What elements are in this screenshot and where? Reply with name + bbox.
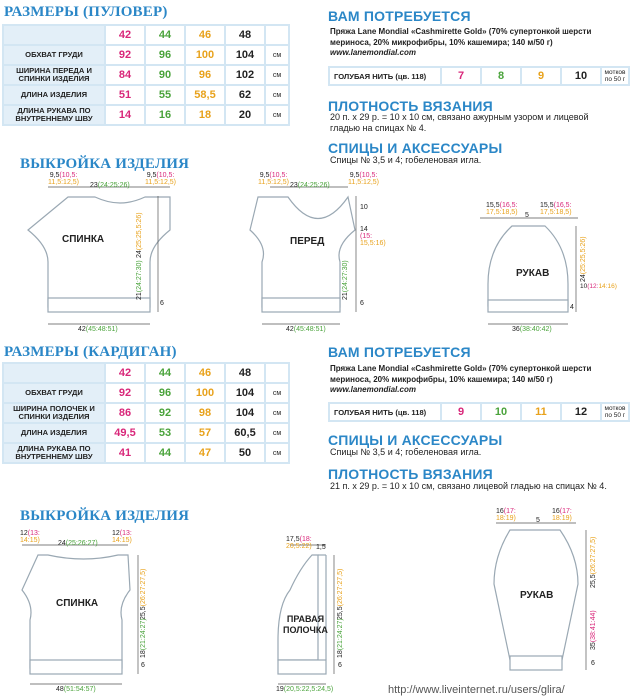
pullover-front-label: ПЕРЕД xyxy=(290,236,325,247)
pullover-front-neck: 23(24:25:26) xyxy=(290,182,330,189)
pullover-sleeve-arm: 10(12:14:16) xyxy=(580,283,617,290)
cardigan-back-rib: 6 xyxy=(141,662,145,669)
pullover-pattern-title: ВЫКРОЙКА ИЗДЕЛИЯ xyxy=(20,156,190,172)
cardigan-front-top: 17,5(18: 20,5:22) xyxy=(286,536,312,550)
pullover-back-schematic xyxy=(28,187,170,324)
pullover-front-width: 42(45:48:51) xyxy=(286,326,326,333)
cardigan-sleeve-cap: 25,5(26:27:27,5) xyxy=(590,536,597,588)
pullover-back-shoulder: 9,5(10,5: 11,5:12,5) xyxy=(48,172,80,186)
size-48: 48 xyxy=(226,26,264,44)
pullover-front-armhole: 14 (15: 15,5:16) xyxy=(360,226,386,247)
cardigan-back-armhole: 25,5(26:27:27,5) xyxy=(140,568,147,620)
cardigan-back-label: СПИНКА xyxy=(56,598,99,609)
cardigan-sleeve-top-mid: 5 xyxy=(536,517,540,524)
pullover-back-rib: 6 xyxy=(160,300,164,307)
cardigan-front-rib: 6 xyxy=(338,662,342,669)
pullover-sleeve-label: РУКАВ xyxy=(516,268,550,279)
pullover-yarn-text: Пряжа Lane Mondial «Cashmirette Gold» (70% супертонкой шерсти мериноса, 20% микрофибры, 10% кашемира; 140 м/50 г) www.lanemondial.com xyxy=(330,27,592,57)
pullover-sizes-title: РАЗМЕРЫ (ПУЛОВЕР) xyxy=(4,4,168,20)
pullover-front-neck-depth: 10 xyxy=(360,204,368,211)
cardigan-back-shoulder: 12(13: 14:15) xyxy=(20,530,40,544)
pullover-front-rib: 6 xyxy=(360,300,364,307)
pullover-back-armhole: 24(25:25,5:26) xyxy=(136,212,143,258)
pullover-back-shoulder-right: 9,5(10,5: 11,5:12,5) xyxy=(145,172,177,186)
cardigan-sleeve-arm: 35(38:41:44) xyxy=(590,610,597,650)
cardigan-density-text: 21 п. х 29 р. = 10 х 10 см, связано лицевой гладью на спицах № 4. xyxy=(330,481,607,491)
cardigan-yarn-text: Пряжа Lane Mondial «Cashmirette Gold» (70% супертонкой шерсти мериноса, 20% микрофибры, 10% кашемира; 140 м/50 г) www.lanemondial.com xyxy=(330,364,592,394)
cardigan-sizes-title: РАЗМЕРЫ (КАРДИГАН) xyxy=(4,344,177,360)
cardigan-density-title: ПЛОТНОСТЬ ВЯЗАНИЯ xyxy=(328,466,493,482)
cardigan-front-armhole: 25,5(26:27:27,5) xyxy=(337,568,344,620)
table-row: ДЛИНА ИЗДЕЛИЯ 51 55 58,5 62 см xyxy=(4,86,288,104)
pullover-front-side: 21(24:27:30) xyxy=(342,260,349,300)
pullover-sleeve-top-left: 15,5(16,5: 17,5:18,5) xyxy=(486,202,518,216)
size-42: 42 xyxy=(106,26,144,44)
pullover-back-width: 42(45:48:51) xyxy=(78,326,118,333)
cardigan-yarn-url: www.lanemondial.com xyxy=(330,385,416,394)
cardigan-back-schematic xyxy=(22,545,138,684)
pullover-sleeve-cap: 24(25:25,5:26) xyxy=(580,236,587,282)
table-row: ОБХВАТ ГРУДИ 92 96 100 104 см xyxy=(4,384,288,402)
cardigan-front-band: 1,5 xyxy=(316,544,326,551)
size-46: 46 xyxy=(186,26,224,44)
pullover-back-label: СПИНКА xyxy=(62,234,105,245)
cardigan-front-width: 19(20,5:22,5:24,5) xyxy=(276,686,334,693)
cardigan-front-side: 18(21:24:27) xyxy=(337,618,344,658)
pullover-back-neck: 23(24:25:26) xyxy=(90,182,130,189)
pullover-need-title: ВАМ ПОТРЕБУЕТСЯ xyxy=(328,8,471,24)
cardigan-sizes-table xyxy=(2,362,290,464)
pullover-sleeve-top-right: 15,5(16,5: 17,5:18,5) xyxy=(540,202,572,216)
cardigan-sleeve-top-left: 16(17: 18:19) xyxy=(496,508,516,522)
size-44: 44 xyxy=(146,26,184,44)
cardigan-sleeve-rib: 6 xyxy=(591,660,595,667)
table-row: ШИРИНА ПЕРЕДА И СПИНКИ ИЗДЕЛИЯ 84 90 96 102 см xyxy=(4,66,288,84)
pullover-sleeve-rib: 4 xyxy=(570,304,574,311)
sizes-row: 42 44 46 48 xyxy=(4,364,288,382)
cardigan-back-width: 48(51:54:57) xyxy=(56,686,96,693)
cardigan-back-shoulder-right: 12(13: 14:15) xyxy=(112,530,132,544)
cardigan-needles-text: Спицы № 3,5 и 4; гобеленовая игла. xyxy=(330,447,482,457)
cardigan-needles-title: СПИЦЫ И АКСЕССУАРЫ xyxy=(328,432,503,448)
table-row: ОБХВАТ ГРУДИ 92 96 100 104 см xyxy=(4,46,288,64)
cardigan-sleeve-label: РУКАВ xyxy=(520,590,554,601)
watermark: http://www.liveinternet.ru/users/glira/ xyxy=(388,684,565,696)
table-row: ДЛИНА ИЗДЕЛИЯ 49,5 53 57 60,5 см xyxy=(4,424,288,442)
cardigan-sleeve-top-right: 16(17: 18:19) xyxy=(552,508,572,522)
table-row: ДЛИНА РУКАВА ПО ВНУТРЕННЕМУ ШВУ 41 44 47 50 см xyxy=(4,444,288,462)
table-row: ГОЛУБАЯ НИТЬ (цв. 118) 9 10 11 12 мотков по 50 г xyxy=(330,404,628,420)
pullover-yarn-url: www.lanemondial.com xyxy=(330,48,416,57)
pullover-front-shoulder-right: 9,5(10,5: 11,5:12,5) xyxy=(348,172,380,186)
pullover-sleeve-top-mid: 5 xyxy=(525,212,529,219)
cardigan-color-table xyxy=(328,402,630,422)
pullover-density-text: 20 п. х 29 р. = 10 х 10 см, связано ажурным узором и лицевой гладью на спицах № 4. xyxy=(330,112,589,133)
pullover-front-schematic xyxy=(250,187,356,324)
cardigan-pattern-title: ВЫКРОЙКА ИЗДЕЛИЯ xyxy=(20,508,190,524)
table-row: ДЛИНА РУКАВА ПО ВНУТРЕННЕМУ ШВУ 14 16 18 20 см xyxy=(4,106,288,124)
pullover-back-side: 21(24:27:30) xyxy=(136,260,143,300)
cardigan-front-label: ПРАВАЯ ПОЛОЧКА xyxy=(283,614,328,635)
pullover-needles-title: СПИЦЫ И АКСЕССУАРЫ xyxy=(328,140,503,156)
pullover-density-title: ПЛОТНОСТЬ ВЯЗАНИЯ xyxy=(328,98,493,114)
cardigan-need-title: ВАМ ПОТРЕБУЕТСЯ xyxy=(328,344,471,360)
cardigan-back-neck: 24(25:26:27) xyxy=(58,540,98,547)
pullover-needles-text: Спицы № 3,5 и 4; гобеленовая игла. xyxy=(330,155,482,165)
pullover-front-shoulder: 9,5(10,5: 11,5:12,5) xyxy=(258,172,290,186)
pullover-sleeve-width: 36(38:40:42) xyxy=(512,326,552,333)
table-row: ГОЛУБАЯ НИТЬ (цв. 118) 7 8 9 10 мотков по 50 г xyxy=(330,68,628,84)
table-row: ШИРИНА ПОЛОЧЕК И СПИНКИ ИЗДЕЛИЯ 86 92 98 104 см xyxy=(4,404,288,422)
cardigan-back-side: 18(21:24:27) xyxy=(140,618,147,658)
